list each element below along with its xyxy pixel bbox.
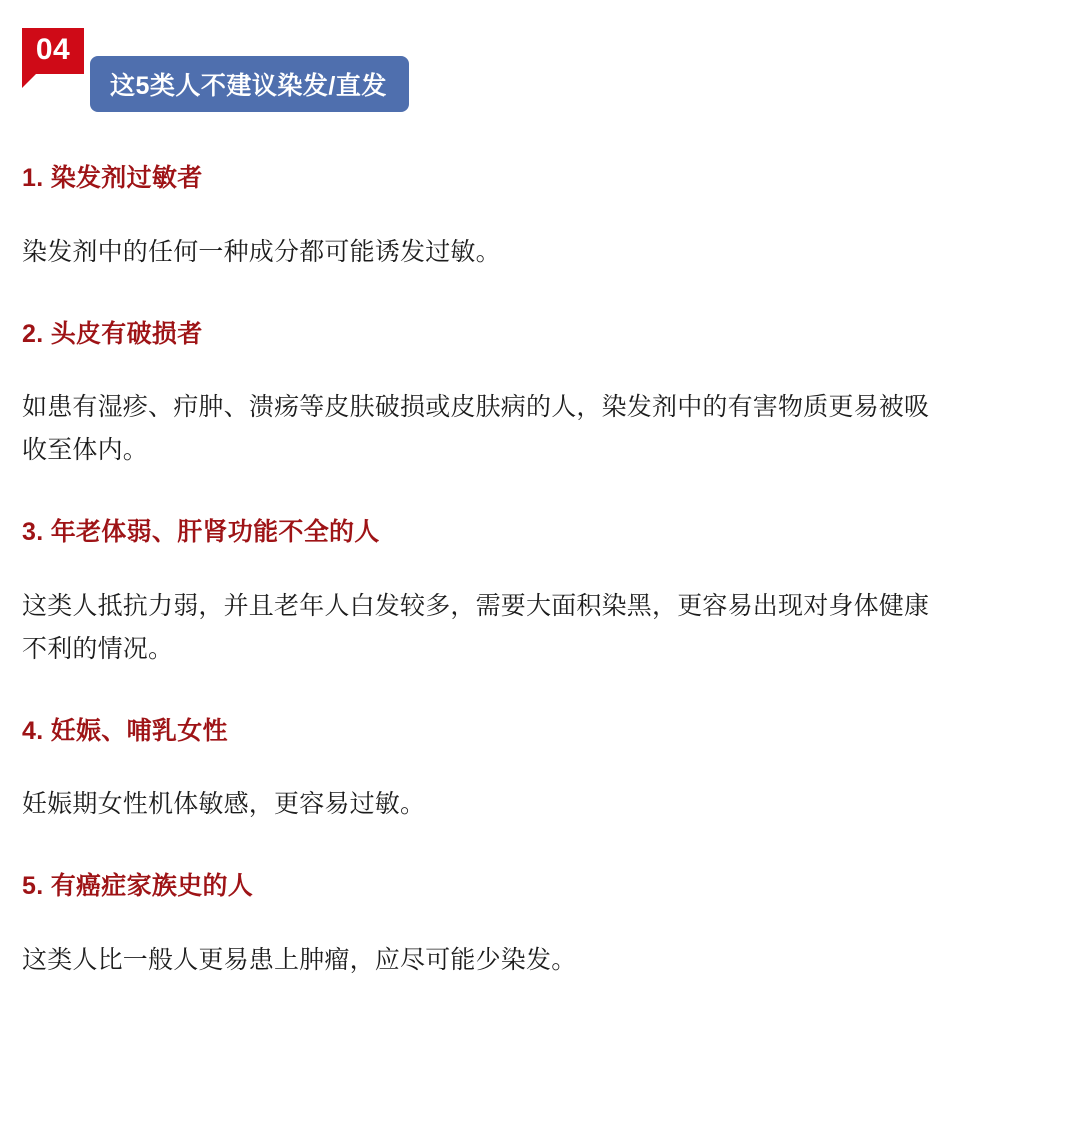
item-body-4: 妊娠期女性机体敏感，更容易过敏。 bbox=[22, 790, 426, 818]
item-body-2: 如患有湿疹、疖肿、溃疡等皮肤破损或皮肤病的人，染发剂中的有害物质更易被吸收至体内。 bbox=[22, 393, 930, 464]
list-item bbox=[22, 162, 1058, 274]
content-body bbox=[22, 106, 1058, 982]
item-body-3: 这类人抵抗力弱，并且老年人白发较多，需要大面积染黑，更容易出现对身体健康不利的情况。 bbox=[22, 591, 930, 663]
item-heading-4: 4. 妊娠、哺乳女性 bbox=[22, 716, 228, 745]
list-item bbox=[22, 318, 1058, 473]
section-title-bar bbox=[90, 56, 409, 112]
badge-tail-shape bbox=[22, 74, 36, 88]
section-header bbox=[22, 0, 1058, 106]
list-item bbox=[22, 870, 1058, 982]
page-title: 这5类人不建议染发/直发 bbox=[110, 72, 387, 100]
list-item bbox=[22, 715, 1058, 827]
list-item bbox=[22, 516, 1058, 671]
item-heading-5: 5. 有癌症家族史的人 bbox=[22, 872, 254, 900]
section-number-badge: 04 bbox=[22, 28, 84, 74]
item-body-5: 这类人比一般人更易患上肿瘤，应尽可能少染发。 bbox=[22, 945, 577, 974]
item-heading-1: 1. 染发剂过敏者 bbox=[22, 164, 203, 192]
item-heading-3: 3. 年老体弱、肝肾功能不全的人 bbox=[22, 518, 380, 546]
item-heading-2: 2. 头皮有破损者 bbox=[22, 319, 203, 348]
item-body-1: 染发剂中的任何一种成分都可能诱发过敏。 bbox=[22, 237, 501, 266]
